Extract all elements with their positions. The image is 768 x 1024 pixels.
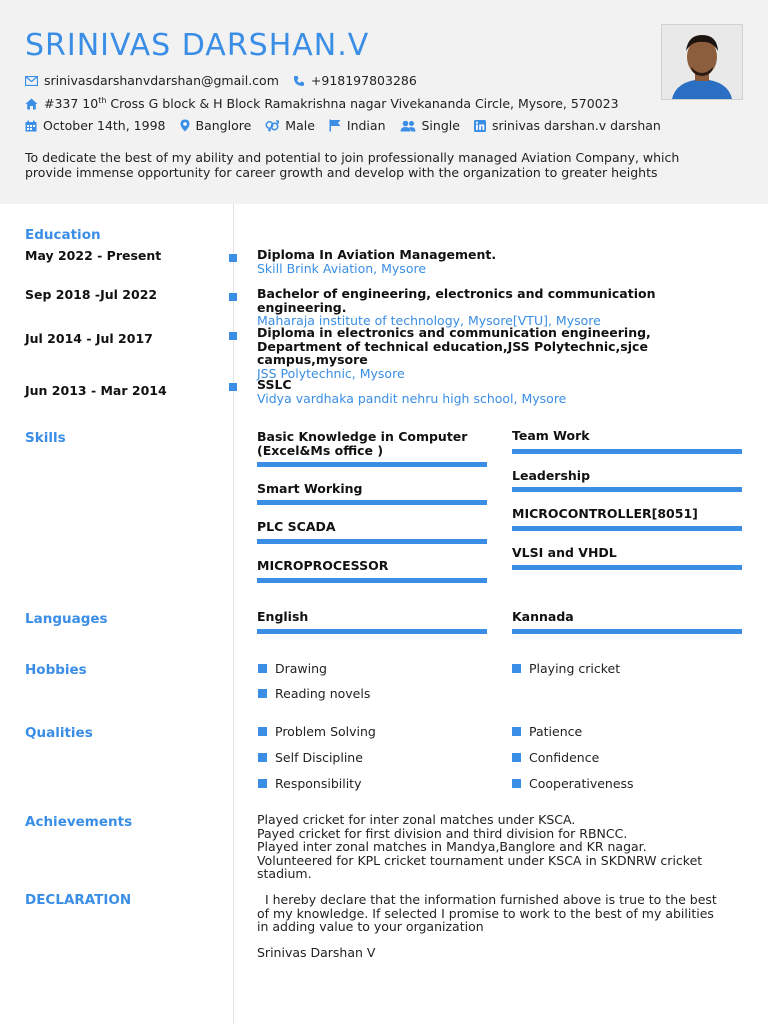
quality-label: Confidence: [529, 750, 600, 765]
bullet-square-icon: [512, 753, 521, 762]
contact-row-2: [25, 96, 633, 111]
bullet-square-icon: [258, 753, 267, 762]
skill-item: PLC SCADA: [257, 519, 336, 534]
quality-label: Problem Solving: [275, 724, 376, 739]
email-text: srinivasdarshanvdarshan@gmail.com: [44, 73, 279, 88]
education-date: Sep 2018 -Jul 2022: [25, 287, 158, 302]
timeline-marker: [229, 383, 237, 391]
section-title-hobbies: Hobbies: [25, 662, 87, 678]
skill-item: Smart Working: [257, 481, 363, 496]
skill-bar: [512, 565, 742, 570]
education-date: May 2022 - Present: [25, 248, 162, 263]
education-date: Jun 2013 - Mar 2014: [25, 383, 167, 398]
bullet-square-icon: [258, 779, 267, 788]
quality-item: [258, 724, 376, 739]
achievement-line: Played cricket for inter zonal matches under KSCA.: [257, 812, 576, 827]
skill-item: Basic Knowledge in Computer (Excel&Ms office ): [257, 429, 468, 458]
section-title-declaration: DECLARATION: [25, 892, 132, 908]
language-item: English: [257, 609, 309, 624]
signature-name: Srinivas Darshan V: [257, 945, 376, 960]
timeline-marker: [229, 293, 237, 301]
calendar-icon: [25, 120, 37, 132]
achievement-line: Volunteered for KPL cricket tournament under KSCA in SKDNRW cricket stadium.: [257, 852, 703, 881]
skill-bar: [257, 578, 487, 583]
city-text: Banglore: [195, 118, 252, 133]
nationality-text: Indian: [346, 118, 386, 133]
section-title-skills: Skills: [25, 430, 66, 446]
address-number: #337 10: [44, 96, 99, 112]
bullet-square-icon: [512, 727, 521, 736]
hobby-label: Reading novels: [275, 686, 371, 701]
timeline-divider: [233, 204, 234, 1024]
quality-item: [512, 750, 599, 765]
education-title: Bachelor of engineering, electronics and communication engineering.: [257, 286, 656, 315]
quality-item: [258, 776, 361, 791]
linkedin-icon: [474, 120, 486, 132]
quality-item: [258, 750, 363, 765]
timeline-marker: [229, 254, 237, 262]
skill-bar: [512, 526, 742, 531]
section-title-languages: Languages: [25, 611, 108, 627]
education-institution: Maharaja institute of technology, Mysore[VTU], Mysore: [257, 313, 601, 328]
address-text: [44, 96, 619, 111]
nationality-item: [329, 118, 386, 133]
quality-item: [512, 776, 634, 791]
education-entry: [257, 378, 727, 405]
education-institution: Skill Brink Aviation, Mysore: [257, 260, 427, 276]
hobby-item: [258, 686, 370, 701]
hobby-item: [258, 661, 327, 676]
language-bar: [512, 629, 742, 634]
quality-label: Patience: [529, 724, 583, 739]
skill-bar: [512, 449, 742, 454]
bullet-square-icon: [258, 727, 267, 736]
skill-bar: [257, 462, 487, 467]
dob-text: October 14th, 1998: [43, 118, 166, 133]
email-item[interactable]: [25, 73, 279, 88]
location-pin-icon: [180, 119, 190, 132]
users-icon: [400, 120, 416, 132]
hobby-label: Playing cricket: [529, 661, 621, 676]
gender-item: [265, 118, 315, 133]
bullet-square-icon: [258, 689, 267, 698]
quality-label: Self Discipline: [275, 750, 363, 765]
address-superscript: th: [98, 96, 107, 105]
flag-icon: [329, 119, 341, 132]
hobby-item: [512, 661, 620, 676]
marital-text: Single: [421, 118, 460, 133]
home-icon: [25, 98, 38, 110]
phone-text: +918197803286: [310, 73, 417, 88]
skill-item: Team Work: [512, 428, 590, 443]
skill-item: MICROCONTROLLER[8051]: [512, 506, 698, 521]
skill-item: MICROPROCESSOR: [257, 558, 389, 573]
language-bar: [257, 629, 487, 634]
education-date: Jul 2014 - Jul 2017: [25, 331, 153, 346]
education-title: Diploma In Aviation Management.: [257, 247, 497, 262]
bullet-square-icon: [258, 664, 267, 673]
bullet-square-icon: [512, 664, 521, 673]
address-item: [25, 96, 619, 111]
quality-item: [512, 724, 582, 739]
education-entry: [257, 248, 727, 275]
timeline-marker: [229, 332, 237, 340]
achievement-line: Played inter zonal matches in Mandya,Banglore and KR nagar.: [257, 839, 647, 854]
achievements-list: [257, 813, 727, 881]
skill-item: VLSI and VHDL: [512, 545, 617, 560]
bullet-square-icon: [512, 779, 521, 788]
section-title-qualities: Qualities: [25, 725, 93, 741]
education-title: SSLC: [257, 377, 292, 392]
declaration-text: I hereby declare that the information furnished above is true to the best of my knowledge. If selected I promise to work to the best of my abilities in adding value to your organization: [257, 892, 721, 934]
profile-photo: [661, 24, 743, 100]
skill-bar: [512, 487, 742, 492]
marital-item: [400, 118, 460, 133]
contact-row-3: [25, 118, 675, 133]
skill-bar: [257, 539, 487, 544]
education-institution: JSS Polytechnic, Mysore: [257, 365, 405, 381]
linkedin-item[interactable]: [474, 118, 661, 133]
education-entry: [257, 326, 727, 380]
candidate-name: SRINIVAS DARSHAN.V: [25, 28, 370, 63]
hobby-label: Drawing: [275, 661, 327, 676]
section-title-education: Education: [25, 227, 101, 243]
phone-item[interactable]: [293, 73, 417, 88]
education-entry: [257, 287, 727, 328]
city-item: [180, 118, 252, 133]
dob-item: [25, 118, 166, 133]
skill-item: Leadership: [512, 468, 591, 483]
email-icon: [25, 76, 38, 86]
gender-icon: [265, 120, 279, 132]
objective-summary: To dedicate the best of my ability and potential to join professionally managed Aviation Company, which provide immense opportunity for career growth and develop with the organization to greater heights: [25, 150, 680, 180]
gender-text: Male: [285, 118, 315, 133]
phone-icon: [293, 75, 305, 87]
language-item: Kannada: [512, 609, 574, 624]
quality-label: Cooperativeness: [529, 776, 634, 791]
section-title-achievements: Achievements: [25, 814, 133, 830]
contact-row-1: [25, 73, 431, 88]
education-title: Diploma in electronics and communication engineering, Department of technical education,JSS Polytechnic,sjce campus,mysore: [257, 325, 651, 367]
quality-label: Responsibility: [275, 776, 362, 791]
education-institution: Vidya vardhaka pandit nehru high school, Mysore: [257, 390, 567, 406]
address-rest: Cross G block & H Block Ramakrishna nagar Vivekananda Circle, Mysore, 570023: [106, 96, 619, 112]
linkedin-text: srinivas darshan.v darshan: [491, 118, 661, 133]
skill-bar: [257, 500, 487, 505]
achievement-line: Payed cricket for first division and third division for RBNCC.: [257, 825, 628, 841]
